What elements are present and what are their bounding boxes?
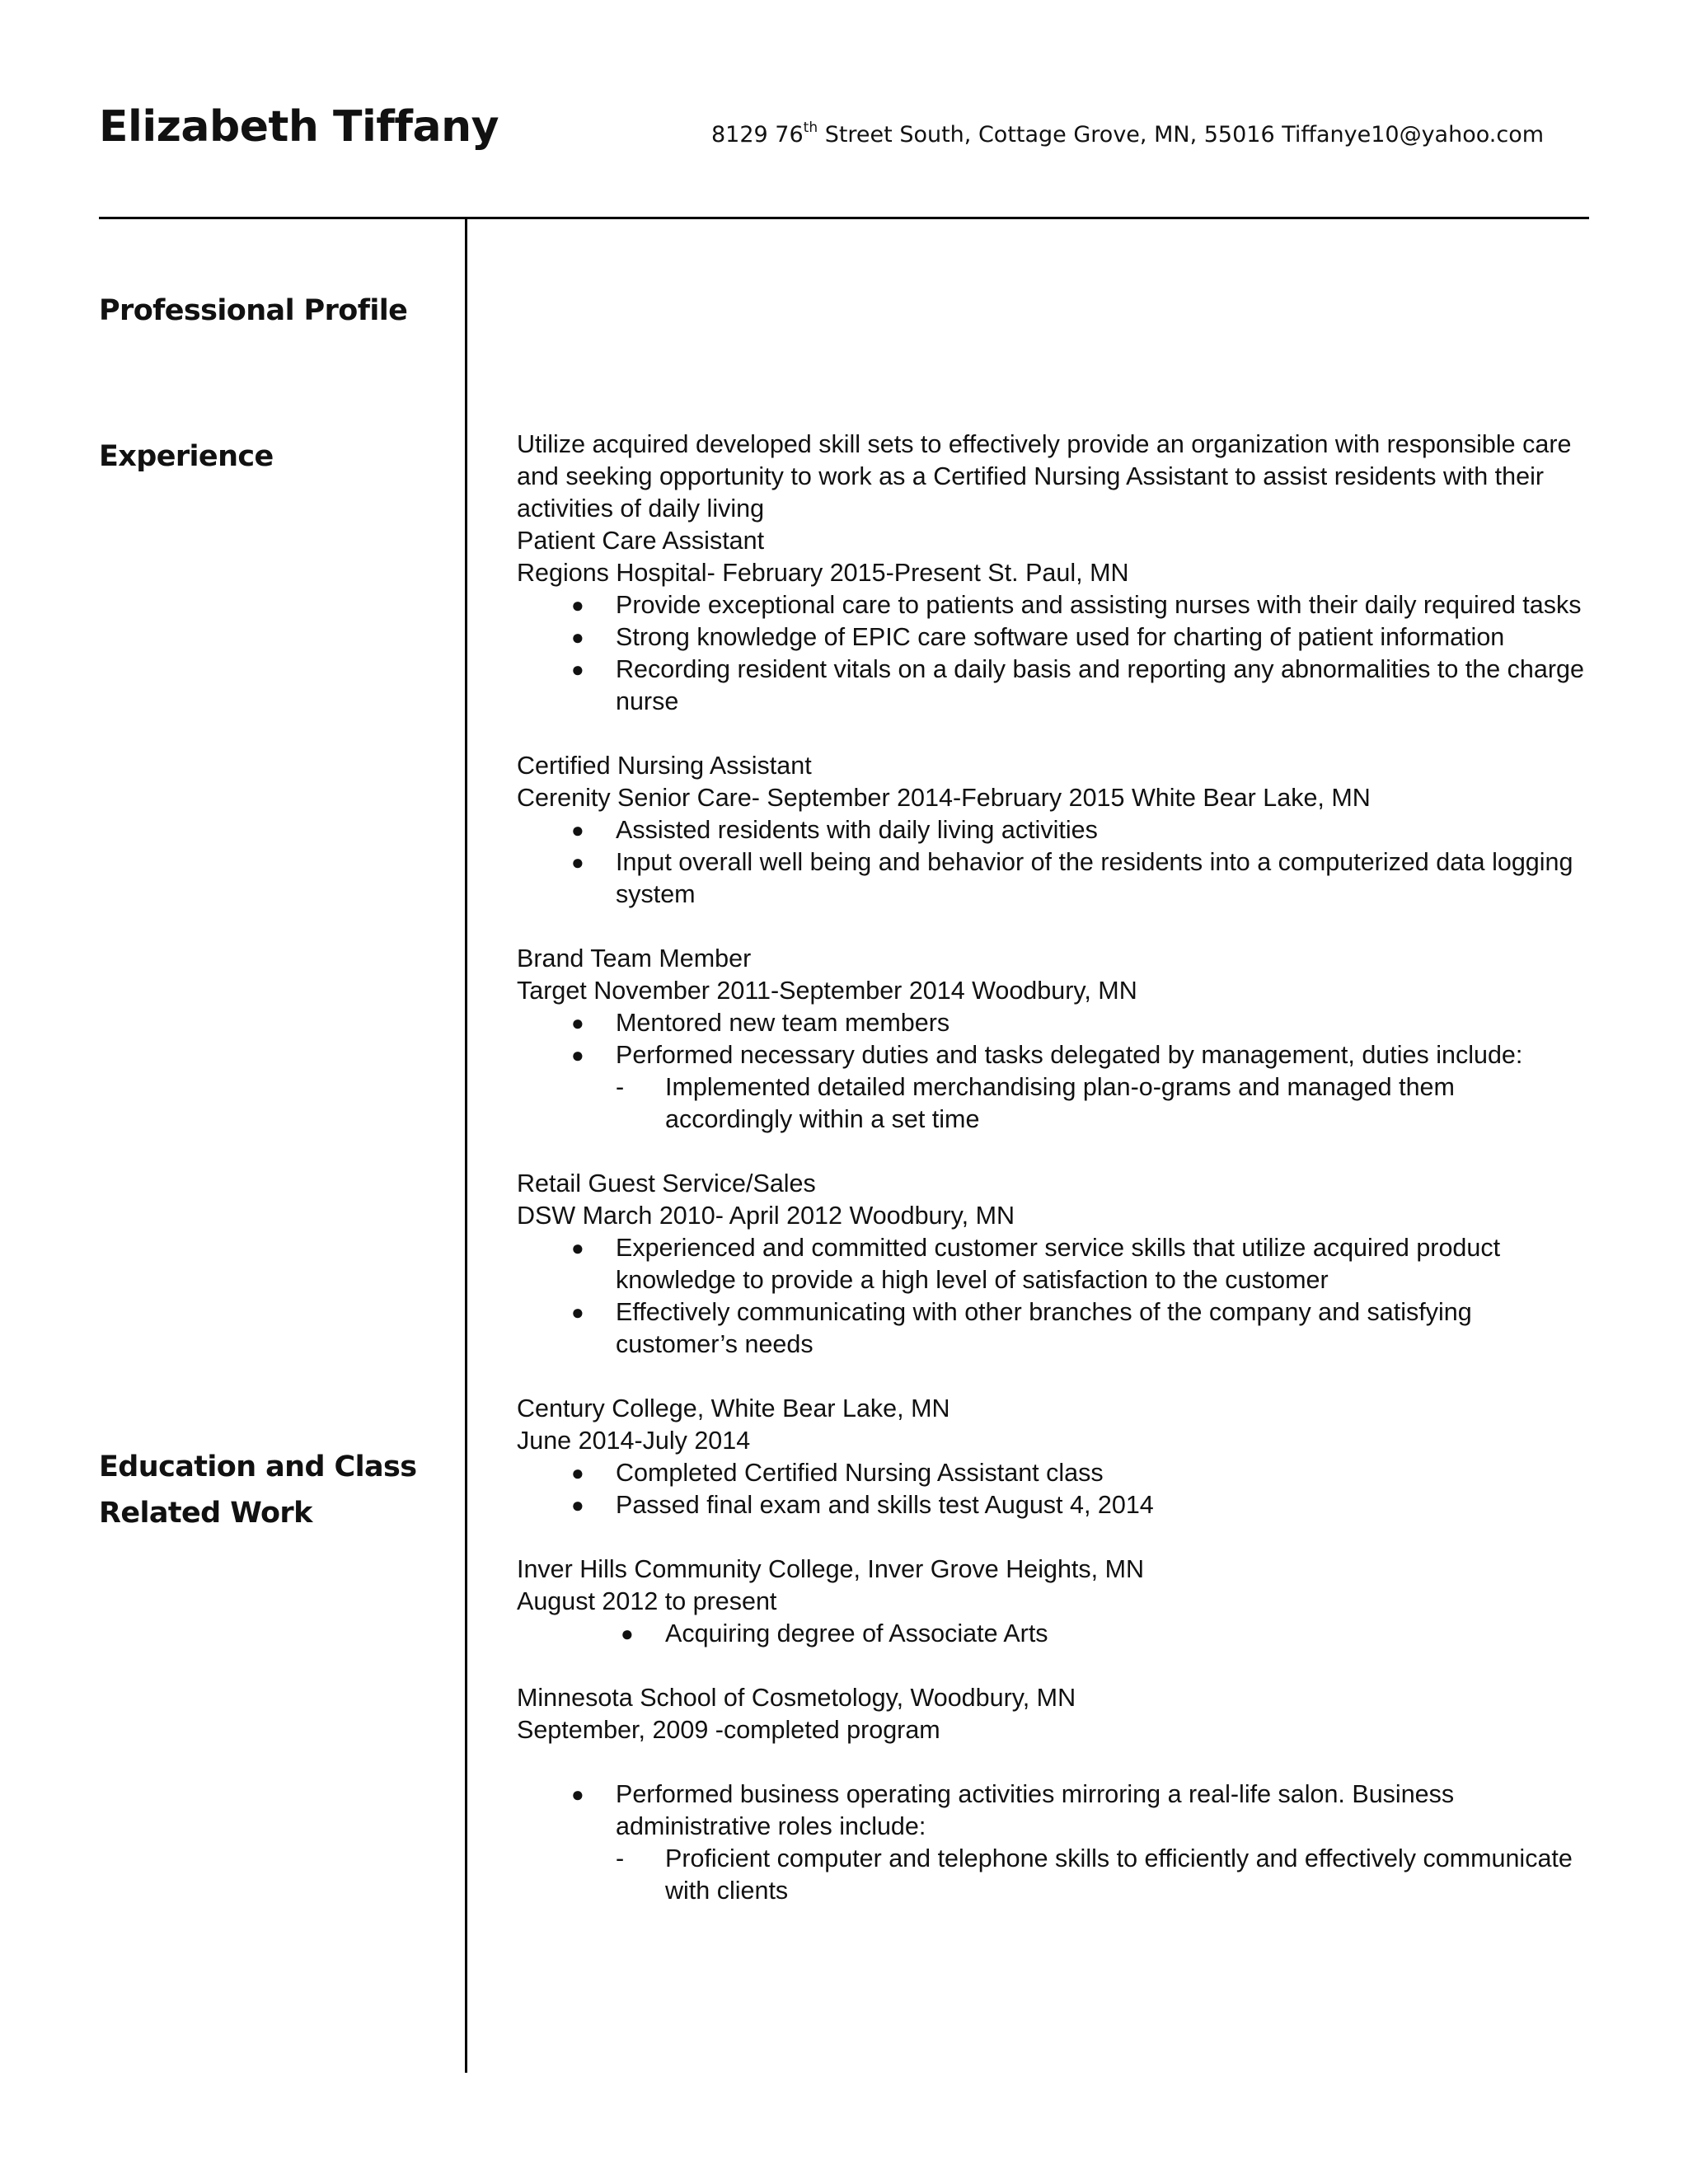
list-item [517, 1039, 1588, 1136]
bullet-icon: ● [571, 657, 584, 682]
education-entry [517, 1682, 1588, 1907]
list-item [517, 1232, 1588, 1296]
job-title: Retail Guest Service/Sales [517, 1169, 816, 1197]
address-number: 8129 76 [711, 122, 804, 148]
job-bullets [517, 589, 1588, 718]
heading-education-line2: Related Work [99, 1497, 312, 1530]
resume-content [517, 429, 1588, 1907]
job-detail: Cerenity Senior Care- September 2014-February 2015 White Bear Lake, MN [517, 784, 1371, 812]
school-name: Minnesota School of Cosmetology, Woodbury, MN [517, 1684, 1076, 1712]
dash-icon: - [616, 1073, 625, 1101]
job-detail: Target November 2011-September 2014 Woodbury, MN [517, 977, 1137, 1005]
education-entry [517, 1554, 1588, 1650]
list-item [517, 654, 1588, 718]
list-item [517, 1007, 1588, 1039]
sub-item-text: Proficient computer and telephone skills to efficiently and effectively communicate with clients [665, 1844, 1573, 1905]
bullet-text: Effectively communicating with other branches of the company and satisfying customer’s needs [616, 1298, 1472, 1358]
job-entry [517, 525, 1588, 718]
bullet-text: Mentored new team members [616, 1009, 950, 1037]
heading-experience: Experience [99, 440, 274, 473]
education-entry [517, 1393, 1588, 1521]
school-date: June 2014-July 2014 [517, 1427, 751, 1455]
bullet-icon: ● [571, 850, 584, 874]
list-item [517, 814, 1588, 846]
bullet-icon: ● [621, 1621, 634, 1646]
bullet-text: Input overall well being and behavior of the residents into a computerized data logging system [616, 848, 1573, 908]
bullet-text: Performed business operating activities mirroring a real-life salon. Business administrative roles include: [616, 1780, 1455, 1840]
job-entry [517, 1168, 1588, 1361]
bullet-icon: ● [571, 1010, 584, 1035]
bullet-text: Passed final exam and skills test August 4, 2014 [616, 1491, 1154, 1519]
job-bullets [517, 1232, 1588, 1361]
education-bullets [517, 1779, 1588, 1907]
bullet-text: Performed necessary duties and tasks delegated by management, duties include: [616, 1041, 1523, 1069]
school-name: Inver Hills Community College, Inver Grove Heights, MN [517, 1555, 1145, 1583]
school-date: August 2012 to present [517, 1587, 777, 1615]
job-entry [517, 943, 1588, 1136]
address-ordinal: th [803, 120, 818, 136]
bullet-icon: ● [571, 593, 584, 617]
list-item [517, 846, 1588, 911]
spacer [517, 1746, 1588, 1779]
contact-info [711, 122, 1544, 148]
bullet-text: Completed Certified Nursing Assistant class [616, 1459, 1104, 1487]
job-title: Certified Nursing Assistant [517, 752, 812, 780]
education-bullets [517, 1457, 1588, 1521]
job-bullets [517, 1007, 1588, 1136]
bullet-icon: ● [571, 1493, 584, 1517]
job-title: Brand Team Member [517, 944, 752, 972]
candidate-name: Elizabeth Tiffany [99, 102, 499, 152]
bullet-icon: ● [571, 1460, 584, 1485]
bullet-icon: ● [571, 1043, 584, 1067]
sub-item-text: Implemented detailed merchandising plan-o-grams and managed them accordingly within a set time [665, 1073, 1455, 1133]
column-divider [465, 217, 467, 2073]
dash-icon: - [616, 1844, 625, 1872]
bullet-text: Acquiring degree of Associate Arts [665, 1619, 1048, 1647]
list-item [517, 589, 1588, 621]
heading-professional-profile: Professional Profile [99, 294, 408, 327]
school-name: Century College, White Bear Lake, MN [517, 1394, 950, 1422]
bullet-icon: ● [571, 1235, 584, 1260]
heading-education-line1: Education and Class [99, 1451, 417, 1483]
profile-summary: Utilize acquired developed skill sets to effectively provide an organization with responsible care and seeking opportunity to work as a Certified Nursing Assistant to assist residents with their activities of daily living [517, 430, 1572, 523]
job-entry [517, 750, 1588, 911]
list-item [517, 1618, 1588, 1650]
bullet-text: Provide exceptional care to patients and assisting nurses with their daily required tasks [616, 591, 1582, 619]
sub-list [616, 1843, 1588, 1907]
header-divider [99, 217, 1589, 219]
bullet-text: Assisted residents with daily living activities [616, 816, 1098, 844]
bullet-icon: ● [571, 1300, 584, 1324]
education-bullets [517, 1618, 1588, 1650]
bullet-icon: ● [571, 625, 584, 649]
bullet-text: Experienced and committed customer service skills that utilize acquired product knowledge to provide a high level of satisfaction to the customer [616, 1234, 1501, 1294]
job-detail: DSW March 2010- April 2012 Woodbury, MN [517, 1202, 1015, 1230]
bullet-text: Recording resident vitals on a daily basis and reporting any abnormalities to the charge nurse [616, 655, 1584, 715]
list-item [517, 1779, 1588, 1907]
school-date: September, 2009 -completed program [517, 1716, 940, 1744]
bullet-icon: ● [571, 1782, 584, 1807]
list-item [517, 1489, 1588, 1521]
job-bullets [517, 814, 1588, 911]
list-item [517, 1457, 1588, 1489]
sub-list-item [616, 1071, 1588, 1136]
job-title: Patient Care Assistant [517, 527, 765, 555]
address-rest: Street South, Cottage Grove, MN, 55016 Tiffanye10@yahoo.com [818, 122, 1545, 148]
sub-list [616, 1071, 1588, 1136]
bullet-icon: ● [571, 818, 584, 842]
sub-list-item [616, 1843, 1588, 1907]
heading-education [99, 1444, 416, 1536]
job-detail: Regions Hospital- February 2015-Present St. Paul, MN [517, 559, 1129, 587]
list-item [517, 621, 1588, 654]
list-item [517, 1296, 1588, 1361]
bullet-text: Strong knowledge of EPIC care software used for charting of patient information [616, 623, 1505, 651]
